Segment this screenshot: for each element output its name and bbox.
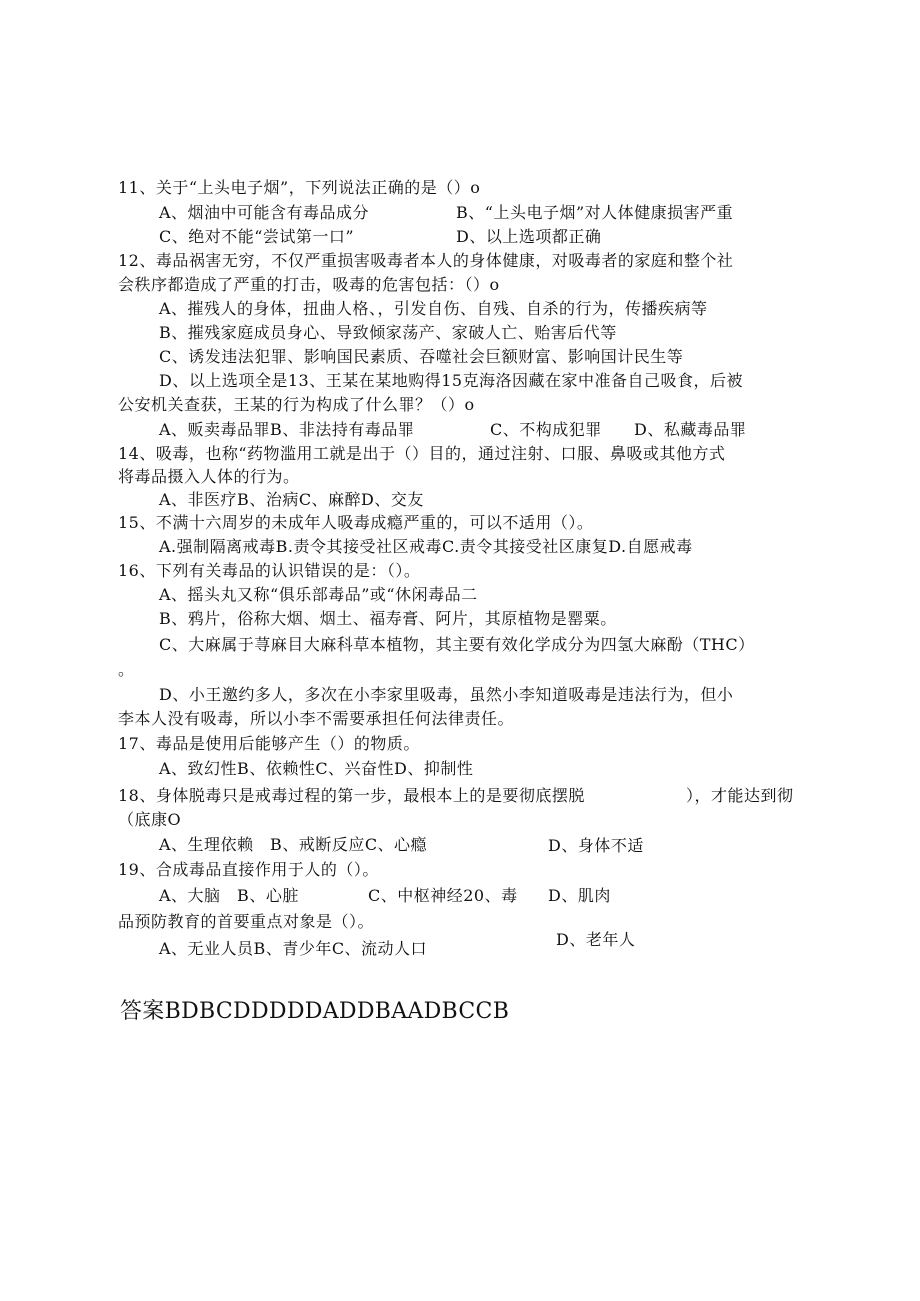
q13-option-ab: A、贩卖毒品罪B、非法持有毒品罪 (159, 420, 415, 439)
q16-option-c-line2: 。 (118, 660, 135, 679)
q19-option-d: D、肌肉 (548, 886, 611, 905)
q19-option-c-q20-stem: C、中枢神经20、毒 (368, 886, 518, 905)
q15-options: A.强制隔离戒毒B.责令其接受社区戒毒C.责令其接受社区康复D.自愿戒毒 (159, 537, 693, 556)
q16-option-d-line1: D、小王邀约多人，多次在小李家里吸毒，虽然小李知道吸毒是违法行为，但小 (159, 685, 734, 704)
q19-option-ab: A、大脑 B、心脏 (159, 886, 299, 905)
q13-stem-line2: 公安机关查获，王某的行为构成了什么罪？（）o (118, 395, 475, 414)
q13-option-d: D、私藏毒品罪 (634, 420, 747, 439)
q18-stem-line2: （底康O (118, 810, 182, 829)
q16-option-d-line2: 李本人没有吸毒，所以小李不需要承担任何法律责任。 (118, 709, 515, 728)
q20-option-d: D、老年人 (556, 930, 636, 949)
q20-stem: 品预防教育的首要重点对象是（）。 (118, 912, 375, 931)
q17-options: A、致幻性B、依赖性C、兴奋性D、抑制性 (159, 759, 474, 778)
q13-option-c: C、不构成犯罪 (490, 420, 602, 439)
q16-option-a: A、摇头丸又称“俱乐部毒品”或“休闲毒品二 (159, 585, 478, 604)
q11-option-b: B、“上头电子烟”对人体健康损害严重 (456, 203, 734, 222)
q18-stem-line1-tail: ），才能达到彻 (686, 786, 794, 805)
q11-option-c: C、绝对不能“尝试第一口” (159, 227, 355, 246)
q11-option-d: D、以上选项都正确 (456, 227, 602, 246)
q15-stem: 15、不满十六周岁的未成年人吸毒成瘾严重的，可以不适用（）。 (118, 513, 594, 532)
q20-option-abc: A、无业人员B、青少年C、流动人口 (159, 939, 428, 958)
q14-options: A、非医疗B、治病C、麻醉D、交友 (159, 490, 424, 509)
q18-stem-line1: 18、身体脱毒只是戒毒过程的第一步，最根本上的是要彻底摆脱 (118, 786, 585, 805)
q12-option-b: B、摧残家庭成员身心、导致倾家荡产、家破人亡、贻害后代等 (159, 323, 617, 342)
q18-option-abc: A、生理依赖 B、戒断反应C、心瘾 (159, 835, 428, 854)
q17-stem: 17、毒品是使用后能够产生（）的物质。 (118, 734, 420, 753)
q11-option-a: A、烟油中可能含有毒品成分 (159, 203, 370, 222)
q16-stem: 16、下列有关毒品的认识错误的是：（）。 (118, 561, 421, 580)
answer-key: 答案BDBCDDDDDADDBAADBCCB (120, 999, 510, 1024)
q14-stem-line1: 14、吸毒，也称“药物滥用工就是出于（）目的，通过注射、口服、鼻吸或其他方式 (118, 444, 726, 463)
q14-stem-line2: 将毒品摄入人体的行为。 (118, 467, 300, 486)
q12-option-a: A、摧残人的身体，扭曲人格、，引发自伤、自残、自杀的行为，传播疾病等 (159, 299, 708, 318)
q12-stem-line1: 12、毒品祸害无穷，不仅严重损害吸毒者本人的身体健康，对吸毒者的家庭和整个社 (118, 251, 734, 270)
q12-option-d-q13-stem: D、以上选项全是13、王某在某地购得15克海洛因藏在家中准备自己吸食，后被 (159, 371, 744, 390)
q12-stem-line2: 会秩序都造成了严重的打击，吸毒的危害包括：（）o (118, 275, 500, 294)
q19-stem: 19、合成毒品直接作用于人的（）。 (118, 860, 379, 879)
q16-option-c-line1: C、大麻属于荨麻目大麻科草本植物，其主要有效化学成分为四氢大麻酚（THC） (159, 635, 755, 654)
q12-option-c: C、诱发违法犯罪、影响国民素质、吞噬社会巨额财富、影响国计民生等 (159, 347, 684, 366)
q16-option-b: B、鸦片，俗称大烟、烟土、福寿膏、阿片，其原植物是罂粟。 (159, 609, 617, 628)
q11-stem: 11、关于“上头电子烟”，下列说法正确的是（）o (118, 178, 481, 197)
q18-option-d: D、身体不适 (548, 836, 644, 855)
